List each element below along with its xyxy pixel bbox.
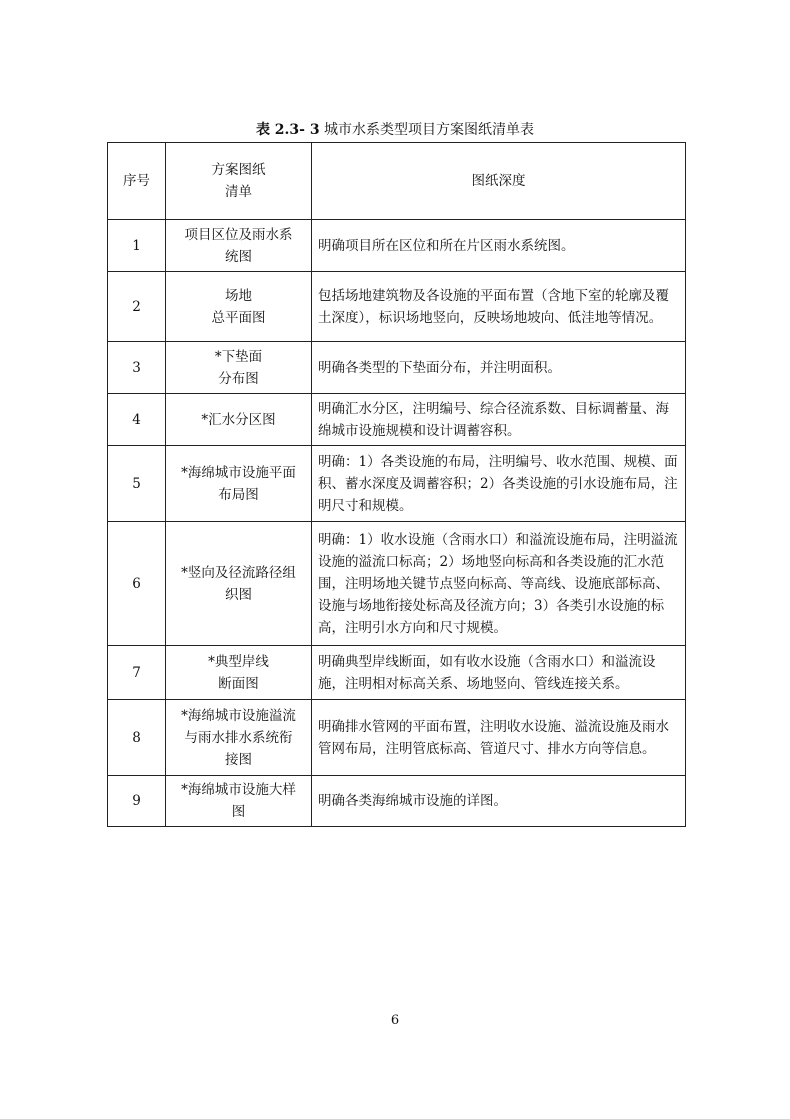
row-drawing-name: *竖向及径流路径组织图 — [181, 564, 296, 603]
row-number: 6 — [108, 522, 166, 646]
row-drawing-name: *下垫面 分布图 — [214, 348, 263, 387]
table-number: 表 2.3- 3 — [255, 122, 320, 138]
table-row — [108, 220, 686, 272]
header-drawing-list — [166, 143, 312, 220]
row-number: 4 — [108, 394, 166, 446]
row-drawing-name: 场地 总平面图 — [211, 287, 266, 326]
drawing-list-table — [107, 142, 686, 827]
row-drawing-depth: 明确排水管网的平面布置，注明收水设施、溢流设施及雨水管网布局，注明管底标高、管道尺寸、排水方向等信息。 — [312, 700, 686, 776]
row-number: 3 — [108, 342, 166, 394]
table-row — [108, 272, 686, 342]
row-drawing-depth: 明确典型岸线断面，如有收水设施（含雨水口）和溢流设施，注明相对标高关系、场地竖向、管线连接关系。 — [312, 646, 686, 700]
header-depth: 图纸深度 — [312, 143, 686, 220]
table-row — [108, 646, 686, 700]
row-drawing-name: *海绵城市设施大样图 — [181, 782, 296, 820]
table-row — [108, 394, 686, 446]
row-drawing-name: *典型岸线 断面图 — [208, 653, 269, 692]
table-row — [108, 522, 686, 646]
table-header-row — [108, 143, 686, 220]
table-caption — [0, 120, 790, 140]
table-row — [108, 446, 686, 522]
row-number: 2 — [108, 272, 166, 342]
row-drawing-name: *海绵城市设施溢流与雨水排水系统衔接图 — [181, 707, 296, 768]
table-row — [108, 342, 686, 394]
row-drawing-name-cell — [166, 272, 312, 342]
table-title: 城市水系类型项目方案图纸清单表 — [324, 122, 535, 138]
table-row — [108, 700, 686, 776]
row-drawing-name-cell — [166, 446, 312, 522]
row-number: 7 — [108, 646, 166, 700]
row-drawing-name-cell — [166, 394, 312, 446]
row-drawing-name-cell — [166, 522, 312, 646]
page-number: 6 — [390, 1013, 400, 1028]
table-row — [108, 776, 686, 827]
header-drawing-list-text: 方案图纸 清单 — [211, 162, 266, 200]
row-drawing-name: *汇水分区图 — [201, 411, 276, 428]
row-drawing-name: 项目区位及雨水系统图 — [184, 226, 293, 265]
row-drawing-depth: 明确各类型的下垫面分布，并注明面积。 — [312, 342, 686, 394]
row-number: 8 — [108, 700, 166, 776]
row-drawing-name-cell — [166, 342, 312, 394]
row-drawing-name-cell — [166, 776, 312, 827]
row-number: 1 — [108, 220, 166, 272]
header-seq: 序号 — [108, 143, 166, 220]
row-drawing-depth: 包括场地建筑物及各设施的平面布置（含地下室的轮廓及覆土深度），标识场地竖向，反映场地坡向、低洼地等情况。 — [312, 272, 686, 342]
row-drawing-depth: 明确汇水分区，注明编号、综合径流系数、目标调蓄量、海绵城市设施规模和设计调蓄容积。 — [312, 394, 686, 446]
row-drawing-name: *海绵城市设施平面布局图 — [181, 464, 296, 503]
row-number: 5 — [108, 446, 166, 522]
row-drawing-name-cell — [166, 220, 312, 272]
row-drawing-depth: 明确：1）各类设施的布局，注明编号、收水范围、规模、面积、蓄水深度及调蓄容积；2）各类设施的引水设施布局，注明尺寸和规模。 — [312, 446, 686, 522]
row-drawing-depth: 明确项目所在区位和所在片区雨水系统图。 — [312, 220, 686, 272]
row-number: 9 — [108, 776, 166, 827]
row-drawing-name-cell — [166, 646, 312, 700]
row-drawing-name-cell — [166, 700, 312, 776]
row-drawing-depth: 明确各类海绵城市设施的详图。 — [312, 776, 686, 827]
row-drawing-depth: 明确：1）收水设施（含雨水口）和溢流设施布局，注明溢流设施的溢流口标高；2）场地竖向标高和各类设施的汇水范围，注明场地关键节点竖向标高、等高线、设施底部标高、设施与场地衔接处标高及径流方向；3）各类引水设施的标高，注明引水方向和尺寸规模。 — [312, 522, 686, 646]
